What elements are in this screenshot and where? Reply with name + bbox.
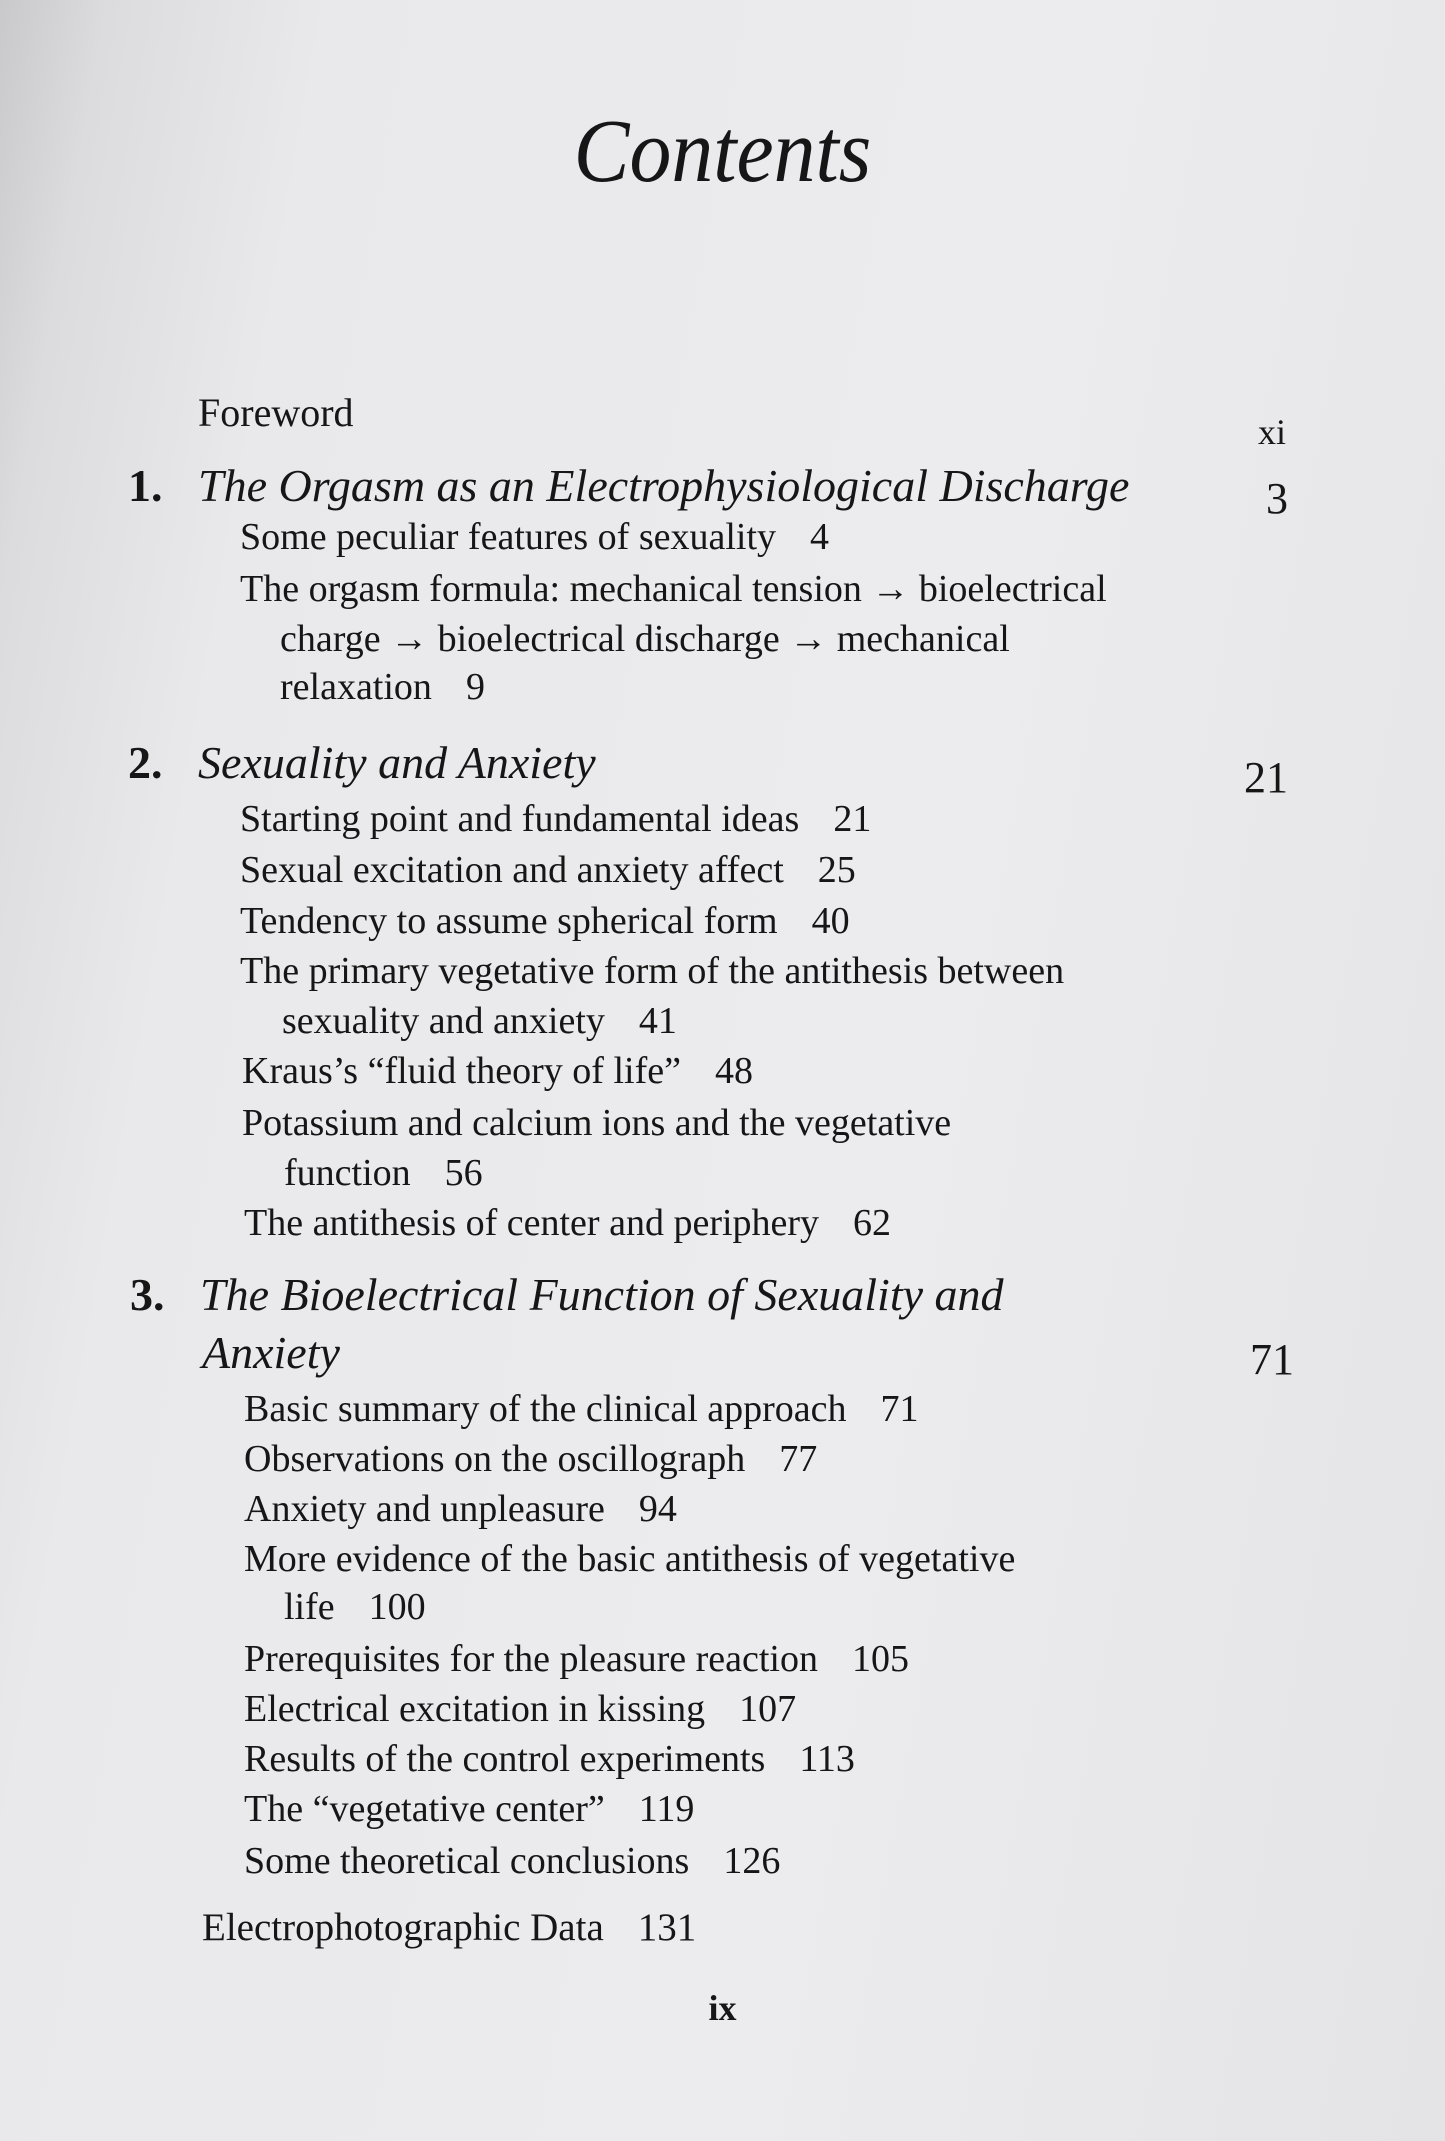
- section-page: 100: [368, 1586, 426, 1628]
- section-page: 94: [638, 1488, 677, 1530]
- toc-section: More evidence of the basic antithesis of vegetative: [244, 1538, 1016, 1580]
- section-page: 126: [723, 1840, 781, 1882]
- toc-section-continued: charge → bioelectrical discharge → mechanical: [280, 618, 1010, 660]
- chapter-3-heading: [130, 1269, 1004, 1320]
- page-title: Contents: [573, 102, 872, 201]
- chapter-1-page: 3: [1266, 474, 1288, 523]
- toc-section: The “vegetative center” 119: [244, 1788, 695, 1830]
- page-number: ix: [708, 1988, 737, 2028]
- section-page: 77: [779, 1438, 818, 1480]
- toc-section: Kraus’s “fluid theory of life” 48: [242, 1050, 753, 1092]
- toc-section: Prerequisites for the pleasure reaction 105: [244, 1638, 909, 1680]
- section-page: 107: [739, 1688, 797, 1730]
- toc-section: Potassium and calcium ions and the vegetative: [242, 1102, 952, 1144]
- toc-section: The orgasm formula: mechanical tension → bioelectrical: [240, 568, 1107, 610]
- toc-section: Results of the control experiments 113: [244, 1738, 855, 1780]
- toc-section: Observations on the oscillograph 77: [244, 1438, 818, 1480]
- section-page: 9: [465, 666, 485, 708]
- appendix-page: 131: [637, 1906, 697, 1949]
- toc-section: Starting point and fundamental ideas 21: [240, 798, 872, 840]
- toc-section: Tendency to assume spherical form 40: [240, 900, 850, 942]
- chapter-title: Sexuality and Anxiety: [198, 737, 596, 788]
- toc-section-continued: sexuality and anxiety 41: [282, 1000, 677, 1042]
- section-page: 41: [638, 1000, 677, 1042]
- toc-section-continued: relaxation 9: [280, 666, 485, 708]
- chapter-3-heading-continued: Anxiety: [202, 1327, 340, 1378]
- section-page: 4: [810, 516, 830, 558]
- toc-section: The primary vegetative form of the antithesis between: [240, 950, 1065, 992]
- section-page: 40: [811, 900, 850, 942]
- section-page: 71: [880, 1388, 919, 1430]
- toc-section: Basic summary of the clinical approach 71: [244, 1388, 919, 1430]
- chapter-number: 1.: [128, 460, 163, 511]
- toc-section-continued: function 56: [284, 1152, 483, 1194]
- toc-section-continued: life 100: [284, 1586, 426, 1628]
- section-page: 105: [852, 1638, 909, 1680]
- chapter-2-heading: [128, 737, 596, 788]
- chapter-number: 3.: [130, 1269, 165, 1320]
- toc-entry-appendix: Electrophotographic Data 131: [202, 1906, 697, 1949]
- chapter-3-page: 71: [1250, 1335, 1294, 1384]
- toc-section: The antithesis of center and periphery 62: [244, 1202, 892, 1244]
- toc-section: Electrical excitation in kissing 107: [244, 1688, 797, 1730]
- section-page: 113: [799, 1738, 855, 1780]
- chapter-2-page: 21: [1244, 753, 1288, 802]
- toc-entry-foreword: Foreword: [198, 390, 354, 435]
- section-page: 56: [444, 1152, 483, 1194]
- toc-section: Some peculiar features of sexuality 4: [240, 516, 830, 558]
- toc-page-foreword: xi: [1258, 412, 1287, 452]
- chapter-1-heading: [128, 460, 1130, 511]
- chapter-number: 2.: [128, 737, 163, 788]
- toc-section: Anxiety and unpleasure 94: [244, 1488, 677, 1530]
- toc-section: Some theoretical conclusions 126: [244, 1840, 781, 1882]
- toc-section: Sexual excitation and anxiety affect 25: [240, 849, 856, 891]
- section-page: 119: [638, 1788, 695, 1830]
- section-page: 21: [833, 798, 872, 840]
- section-page: 25: [817, 849, 856, 891]
- section-page: 62: [853, 1202, 892, 1244]
- section-page: 48: [714, 1050, 753, 1092]
- chapter-title: The Orgasm as an Electrophysiological Discharge: [198, 460, 1130, 511]
- chapter-title: The Bioelectrical Function of Sexuality and: [200, 1269, 1004, 1320]
